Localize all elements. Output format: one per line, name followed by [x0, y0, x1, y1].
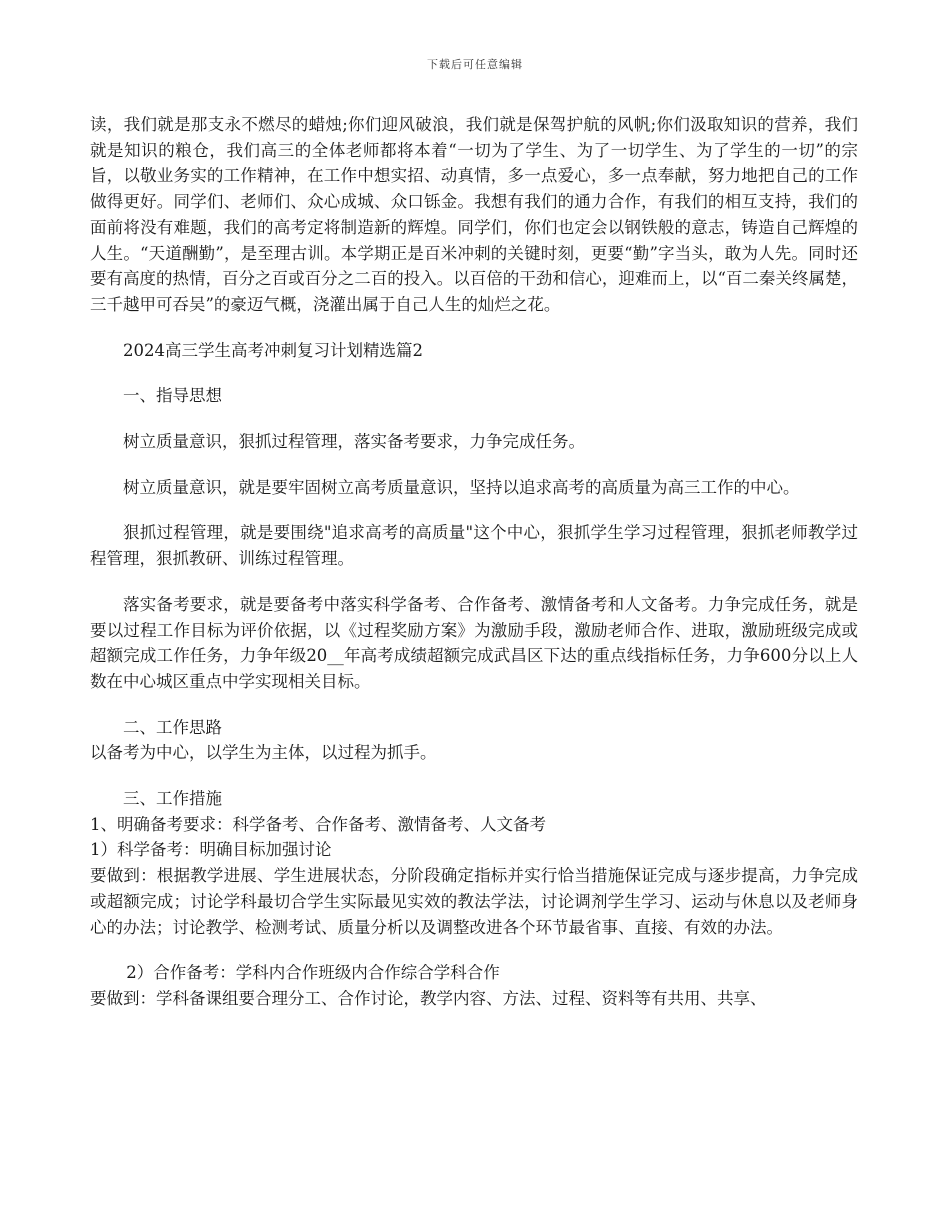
article-title: 2024高三学生高考冲刺复习计划精选篇2: [123, 340, 423, 360]
section1-paragraph-1: 树立质量意识，就是要牢固树立高考质量意识，坚持以追求高考的高质量为高三工作的中心。: [123, 477, 800, 497]
section1-paragraph-3: 落实备考要求，就是要备考中落实科学备考、合作备考、激情备考和人文备考。力争完成任务，就是要以过程工作目标为评价依据，以《过程奖励方案》为激励手段，激励老师合作、进取，激励班级完成或超额完成工作任务，力争年级20__年高考成绩超额完成武昌区下达的重点线指标任务，力争600分以上人数在中心城区重点中学实现相关目标。: [90, 594, 858, 691]
page-header: 下载后可任意编辑: [427, 58, 523, 71]
section1-paragraph-2: 狠抓过程管理，就是要围绕"追求高考的高质量"这个中心，狠抓学生学习过程管理，狠抓老师教学过程管理，狠抓教研、训练过程管理。: [90, 523, 858, 569]
measure-item-1: 1、明确备考要求：科学备考、合作备考、激情备考、人文备考: [90, 814, 546, 834]
section1-heading: 一、指导思想: [123, 386, 222, 406]
intro-paragraph: 读，我们就是那支永不燃尽的蜡烛;你们迎风破浪，我们就是保驾护航的风帆;你们汲取知识的营养，我们就是知识的粮仓，我们高三的全体老师都将本着“一切为了学生、为了一切学生、为了学生的一切”的宗旨，以敬业务实的工作精神，在工作中想实招、动真情，多一点爱心，多一点奉献，努力地把自己的工作做得更好。同学们、老师们、众心成城、众口铄金。我想有我们的通力合作，有我们的相互支持，我们的面前将没有难题，我们的高考定将制造新的辉煌。同学们，你们也定会以钢铁般的意志，铸造自己辉煌的人生。“天道酬勤”，是至理古训。本学期正是百米冲刺的关键时刻，更要“勤”字当头，敢为人先。同时还要有高度的热情，百分之百或百分之二百的投入。以百倍的干劲和信心，迎难而上，以“百二秦关终属楚，三千越甲可吞吴”的豪迈气概，浇灌出属于自己人生的灿烂之花。: [90, 115, 858, 314]
section3-heading: 三、工作措施: [123, 789, 222, 809]
measure-item-1-1-text: 要做到：根据教学进展、学生进展状态，分阶段确定指标并实行恰当措施保证完成与逐步提高，力争完成或超额完成；讨论学科最切合学生实际最见实效的教法学法，讨论调剂学生学习、运动与休息以及老师身心的办法；讨论教学、检测考试、质量分析以及调整改进各个环节最省事、直接、有效的办法。: [90, 866, 858, 937]
measure-item-1-2-text: 要做到：学科备课组要合理分工、合作讨论，教学内容、方法、过程、资料等有共用、共享、: [90, 988, 767, 1008]
measure-item-1-1: 1）科学备考：明确目标加强讨论: [90, 840, 332, 860]
section2-text: 以备考为中心，以学生为主体，以过程为抓手。: [90, 743, 437, 763]
section2-heading: 二、工作思路: [123, 717, 222, 737]
document-body: [90, 112, 858, 1012]
section1-summary: 树立质量意识，狠抓过程管理，落实备考要求，力争完成任务。: [123, 432, 585, 452]
measure-item-1-2: 2）合作备考：学科内合作班级内合作综合学科合作: [126, 963, 500, 983]
